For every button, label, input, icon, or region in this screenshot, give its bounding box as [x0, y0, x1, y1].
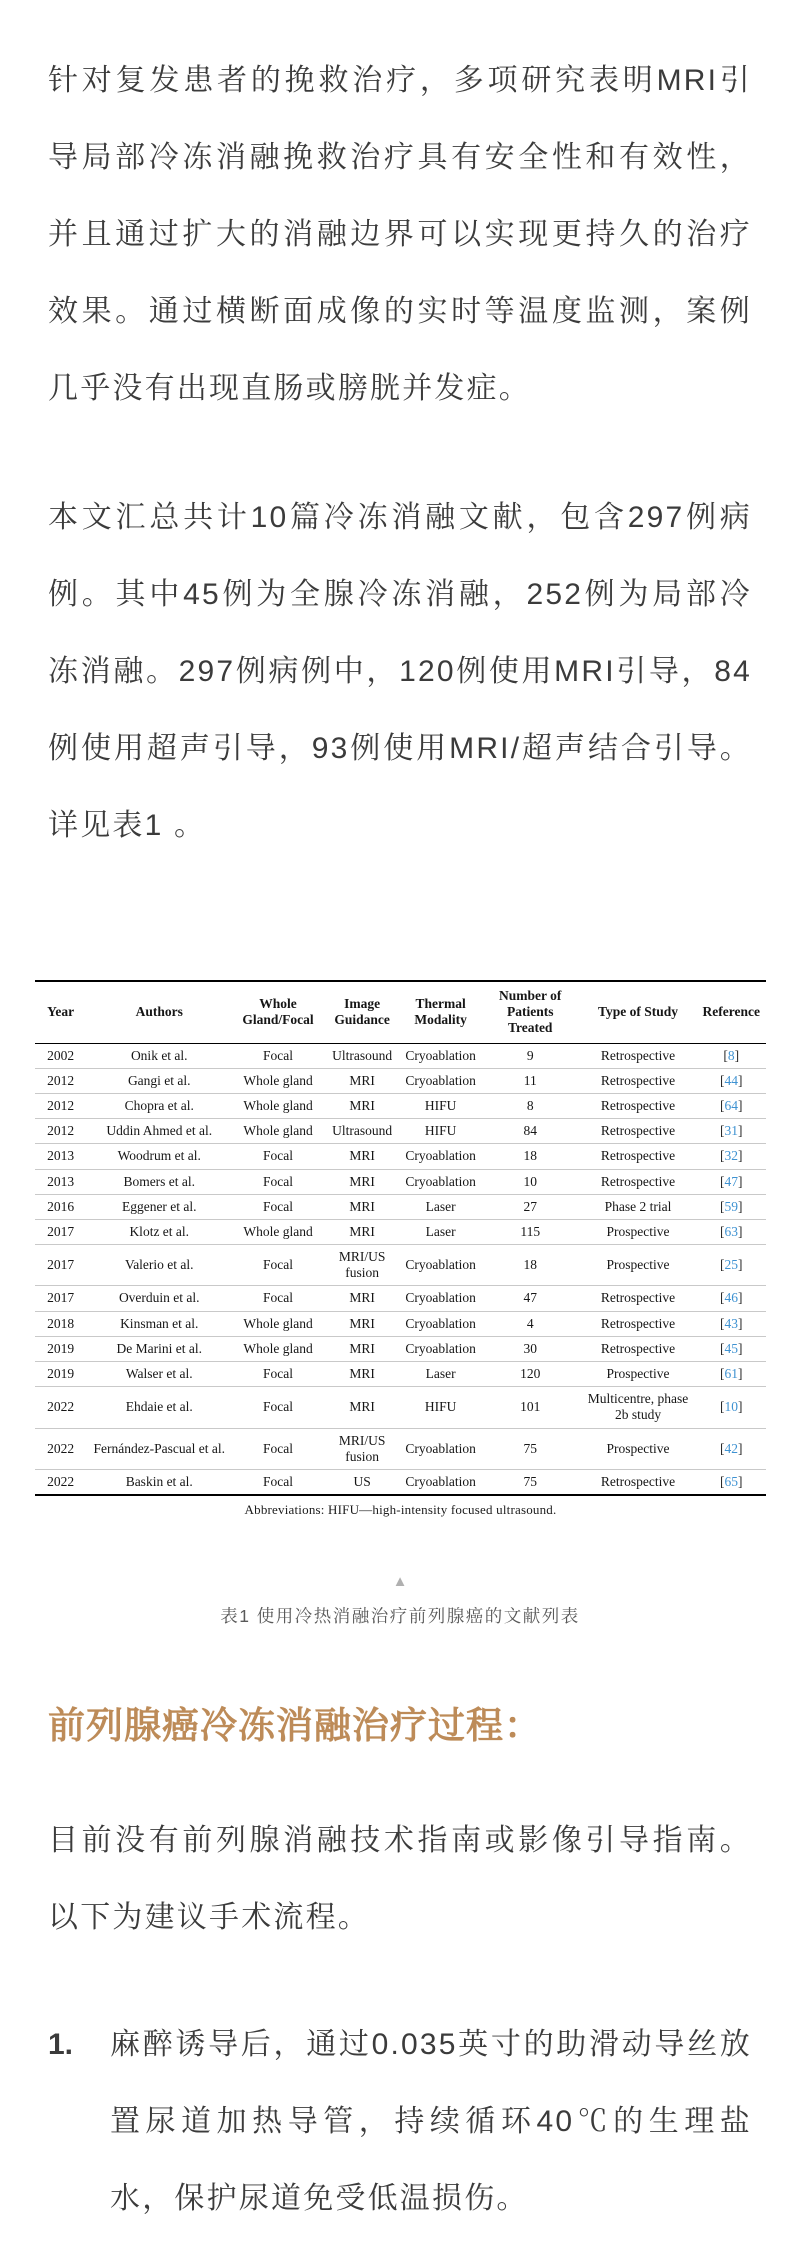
reference-bracket-close: ] [738, 1148, 743, 1164]
reference-link[interactable]: 64 [724, 1097, 738, 1113]
cell-year: 2019 [47, 1366, 75, 1381]
table-row [35, 1169, 766, 1194]
reference-bracket-close: ] [738, 1198, 743, 1214]
reference-bracket-open: [ [720, 1440, 725, 1456]
cell-gland-focal: Whole gland [243, 1072, 313, 1088]
reference-bracket-open: [ [720, 1473, 725, 1489]
cell-thermal-modality: HIFU [424, 1123, 457, 1139]
reference-bracket-close: ] [738, 1340, 743, 1356]
cell-patients-treated: 10 [523, 1173, 537, 1189]
cell-gland-focal: Focal [263, 1440, 294, 1456]
cell-thermal-modality: HIFU [424, 1097, 457, 1113]
table-row [35, 1387, 766, 1428]
cell-year: 2017 [47, 1223, 75, 1239]
cell-authors: Valerio et al. [124, 1257, 194, 1273]
cell-type-of-study: Retrospective [600, 1173, 676, 1189]
reference-link[interactable]: 32 [724, 1148, 738, 1164]
cell-type-of-study: Prospective [606, 1366, 670, 1381]
cell-reference [697, 1169, 767, 1194]
cell-image-guidance: MRI [349, 1223, 375, 1239]
cell-type-of-study: Retrospective [600, 1097, 676, 1113]
cell-authors: Walser et al. [125, 1366, 193, 1381]
cell-thermal-modality: Cryoablation [405, 1047, 476, 1063]
cell-type-of-study: Retrospective [600, 1473, 676, 1489]
cell-reference [697, 1043, 767, 1068]
cell-image-guidance: Ultrasound [332, 1123, 393, 1139]
cell-year: 2002 [47, 1047, 75, 1063]
cell-gland-focal: Focal [263, 1047, 294, 1063]
cell-year: 2016 [47, 1198, 75, 1214]
cell-authors: Baskin et al. [125, 1473, 193, 1489]
cell-image-guidance: MRI [349, 1173, 375, 1189]
reference-bracket-open: [ [720, 1198, 725, 1214]
cell-gland-focal: Focal [263, 1290, 294, 1306]
cell-patients-treated: 27 [523, 1198, 537, 1214]
cell-gland-focal: Whole gland [243, 1097, 313, 1113]
cell-year: 2022 [47, 1473, 75, 1489]
cell-authors: Chopra et al. [124, 1097, 194, 1113]
cell-type-of-study: Prospective [606, 1440, 670, 1456]
cell-thermal-modality: Cryoablation [405, 1473, 476, 1489]
reference-link[interactable]: 25 [724, 1257, 738, 1273]
cell-thermal-modality: Cryoablation [405, 1440, 476, 1456]
table-row [35, 1068, 766, 1093]
reference-bracket-close: ] [738, 1399, 743, 1415]
cell-year: 2012 [47, 1072, 75, 1088]
cell-thermal-modality: Laser [425, 1366, 456, 1381]
reference-link[interactable]: 10 [724, 1399, 738, 1415]
reference-link[interactable]: 43 [724, 1315, 738, 1331]
table-row [35, 1144, 766, 1169]
cell-type-of-study: Retrospective [600, 1290, 676, 1306]
cell-thermal-modality: Cryoablation [405, 1315, 476, 1331]
cell-thermal-modality: Cryoablation [405, 1072, 476, 1088]
cell-reference [697, 1428, 767, 1469]
cell-patients-treated: 30 [523, 1340, 537, 1356]
cell-year: 2012 [47, 1097, 75, 1113]
cell-reference [697, 1387, 767, 1428]
reference-bracket-close: ] [738, 1223, 743, 1239]
table-row [35, 1311, 766, 1336]
cell-year: 2018 [47, 1315, 75, 1331]
reference-link[interactable]: 8 [727, 1047, 735, 1063]
cell-gland-focal: Focal [263, 1257, 294, 1273]
literature-table-figure [35, 980, 766, 1518]
cell-year: 2019 [47, 1340, 75, 1356]
cell-patients-treated: 75 [523, 1473, 537, 1489]
reference-bracket-close: ] [738, 1366, 743, 1381]
cell-authors: Gangi et al. [127, 1072, 191, 1088]
cell-thermal-modality: Laser [425, 1223, 456, 1239]
table-row [35, 1119, 766, 1144]
cell-authors: Kinsman et al. [120, 1315, 199, 1331]
cell-image-guidance: MRI [349, 1340, 375, 1356]
paragraph-salvage-treatment: 针对复发患者的挽救治疗，多项研究表明MRI引导局部冷冻消融挽救治疗具有安全性和有效性，并且通过扩大的消融边界可以实现更持久的治疗效果。通过横断面成像的实时等温度监测，案例几乎没有出现直肠或膀胱并发症。 [48, 64, 752, 405]
cell-patients-treated: 4 [526, 1315, 534, 1331]
cell-patients-treated: 120 [520, 1366, 541, 1381]
reference-bracket-open: [ [720, 1366, 725, 1381]
cell-gland-focal: Focal [263, 1399, 294, 1415]
cell-gland-focal: Whole gland [243, 1223, 313, 1239]
cell-patients-treated: 18 [523, 1148, 537, 1164]
cell-patients-treated: 18 [523, 1257, 537, 1273]
cell-image-guidance: MRI [349, 1399, 375, 1415]
reference-bracket-open: [ [720, 1123, 725, 1139]
table-row [35, 1336, 766, 1361]
cell-reference [697, 1119, 767, 1144]
table-row [35, 1469, 766, 1495]
cell-image-guidance: MRI [349, 1198, 375, 1214]
cell-type-of-study: Retrospective [600, 1148, 676, 1164]
reference-bracket-close: ] [738, 1257, 743, 1273]
cell-image-guidance: MRI [349, 1366, 375, 1381]
cell-authors: Woodrum et al. [117, 1148, 201, 1164]
reference-bracket-close: ] [738, 1072, 743, 1088]
reference-link[interactable]: 44 [724, 1072, 738, 1088]
cell-authors: Overduin et al. [118, 1290, 200, 1306]
cell-year: 2017 [47, 1290, 75, 1306]
table-caption: 表1 使用冷热消融治疗前列腺癌的文献列表 [220, 1606, 580, 1627]
table-row [35, 1286, 766, 1311]
cell-gland-focal: Focal [263, 1173, 294, 1189]
header-row [35, 981, 766, 1043]
procedure-step-1 [48, 2006, 752, 2237]
cell-type-of-study: Retrospective [600, 1072, 676, 1088]
cell-image-guidance: MRI [349, 1290, 375, 1306]
col-header-image-guidance: Image Guidance [324, 981, 401, 1043]
cell-type-of-study: Multicentre, phase 2b study [587, 1391, 689, 1423]
cell-gland-focal: Whole gland [243, 1123, 313, 1139]
cell-reference [697, 1469, 767, 1495]
step-number: 1. [48, 2028, 74, 2062]
cell-gland-focal: Focal [263, 1366, 294, 1381]
cell-patients-treated: 47 [523, 1290, 537, 1306]
literature-table-body [35, 1043, 766, 1495]
reference-bracket-open: [ [720, 1399, 725, 1415]
cell-gland-focal: Whole gland [243, 1340, 313, 1356]
cell-authors: Onik et al. [130, 1047, 188, 1063]
col-header-year: Year [35, 981, 86, 1043]
reference-bracket-open: [ [720, 1148, 725, 1164]
cell-image-guidance: MRI/US fusion [338, 1249, 386, 1281]
table-row [35, 1043, 766, 1068]
reference-link[interactable]: 63 [724, 1223, 738, 1239]
cell-patients-treated: 11 [523, 1072, 537, 1088]
cell-authors: Uddin Ahmed et al. [106, 1123, 213, 1139]
cell-thermal-modality: Cryoablation [405, 1173, 476, 1189]
reference-link[interactable]: 61 [724, 1366, 738, 1381]
cell-year: 2013 [47, 1173, 75, 1189]
reference-bracket-open: [ [720, 1257, 725, 1273]
reference-link[interactable]: 46 [724, 1290, 738, 1306]
cell-image-guidance: MRI [349, 1315, 375, 1331]
cell-reference [697, 1219, 767, 1244]
col-header-type-of-study: Type of Study [580, 981, 697, 1043]
reference-link[interactable]: 45 [724, 1340, 738, 1356]
cell-reference [697, 1093, 767, 1118]
reference-link[interactable]: 42 [724, 1440, 738, 1456]
table-row [35, 1362, 766, 1387]
reference-bracket-open: [ [720, 1340, 725, 1356]
cell-image-guidance: Ultrasound [332, 1047, 393, 1063]
cell-type-of-study: Retrospective [600, 1047, 676, 1063]
cell-image-guidance: MRI [349, 1148, 375, 1164]
cell-authors: Klotz et al. [129, 1223, 190, 1239]
reference-bracket-open: [ [723, 1047, 728, 1063]
cell-type-of-study: Prospective [606, 1223, 670, 1239]
step-text: 麻醉诱导后，通过0.035英寸的助滑动导丝放置尿道加热导管，持续循环40℃的生理盐水，保护尿道免受低温损伤。 [110, 2028, 752, 2216]
cell-type-of-study: Retrospective [600, 1315, 676, 1331]
cell-gland-focal: Focal [263, 1473, 294, 1489]
paragraph-no-guidelines: 目前没有前列腺消融技术指南或影像引导指南。以下为建议手术流程。 [48, 1824, 752, 1935]
col-header-patients-treated: Number of Patients Treated [481, 981, 580, 1043]
reference-bracket-close: ] [738, 1097, 743, 1113]
cell-year: 2022 [47, 1399, 75, 1415]
cell-image-guidance: MRI/US fusion [338, 1432, 386, 1464]
reference-link[interactable]: 31 [724, 1123, 738, 1139]
table-row [35, 1428, 766, 1469]
cell-reference [697, 1068, 767, 1093]
reference-bracket-open: [ [720, 1173, 725, 1189]
reference-bracket-close: ] [738, 1473, 743, 1489]
cell-thermal-modality: Cryoablation [405, 1340, 476, 1356]
literature-table [35, 980, 766, 1496]
cell-authors: De Marini et al. [116, 1340, 202, 1356]
reference-link[interactable]: 59 [724, 1198, 738, 1214]
cell-reference [697, 1311, 767, 1336]
section-heading-cryoablation-process: 前列腺癌冷冻消融治疗过程： [48, 1706, 542, 1748]
cell-year: 2022 [47, 1440, 75, 1456]
cell-patients-treated: 115 [520, 1223, 541, 1239]
table-row [35, 1219, 766, 1244]
cell-reference [697, 1362, 767, 1387]
cell-thermal-modality: Cryoablation [405, 1148, 476, 1164]
cell-authors: Fernández-Pascual et al. [93, 1440, 226, 1456]
cell-authors: Bomers et al. [123, 1173, 196, 1189]
cell-authors: Ehdaie et al. [125, 1399, 193, 1415]
paragraph-literature-summary: 本文汇总共计10篇冷冻消融文献，包含297例病例。其中45例为全腺冷冻消融，252例为局部冷冻消融。297例病例中，120例使用MRI引导，84例使用超声引导，93例使用MRI/超声结合引导。详见表1 。 [48, 501, 752, 842]
cell-year: 2012 [47, 1123, 75, 1139]
cell-image-guidance: MRI [349, 1072, 375, 1088]
col-header-authors: Authors [86, 981, 232, 1043]
cell-thermal-modality: Cryoablation [405, 1290, 476, 1306]
cell-patients-treated: 75 [523, 1440, 537, 1456]
reference-bracket-close: ] [738, 1440, 743, 1456]
reference-bracket-close: ] [738, 1290, 743, 1306]
cell-reference [697, 1194, 767, 1219]
reference-bracket-close: ] [738, 1173, 743, 1189]
table-footnote: Abbreviations: HIFU—high-intensity focused ultrasound. [244, 1502, 557, 1518]
cell-type-of-study: Retrospective [600, 1123, 676, 1139]
cell-thermal-modality: HIFU [424, 1399, 457, 1415]
cell-gland-focal: Focal [263, 1148, 294, 1164]
col-header-reference: Reference [697, 981, 767, 1043]
cell-patients-treated: 84 [523, 1123, 537, 1139]
cell-patients-treated: 9 [526, 1047, 534, 1063]
cell-patients-treated: 101 [520, 1399, 541, 1415]
reference-bracket-open: [ [720, 1223, 725, 1239]
cell-year: 2017 [47, 1257, 75, 1273]
cell-year: 2013 [47, 1148, 75, 1164]
reference-link[interactable]: 65 [724, 1473, 738, 1489]
table-row [35, 1194, 766, 1219]
table-row [35, 1093, 766, 1118]
col-header-gland-focal: Whole Gland/Focal [232, 981, 323, 1043]
cell-reference [697, 1245, 767, 1286]
collapse-triangle-icon[interactable]: ▲ [392, 1573, 408, 1591]
cell-type-of-study: Prospective [606, 1257, 670, 1273]
cell-gland-focal: Whole gland [243, 1315, 313, 1331]
reference-bracket-close: ] [734, 1047, 740, 1063]
cell-reference [697, 1336, 767, 1361]
cell-type-of-study: Phase 2 trial [604, 1198, 672, 1214]
cell-authors: Eggener et al. [121, 1198, 197, 1214]
literature-table-header [35, 981, 766, 1043]
table-row [35, 1245, 766, 1286]
cell-type-of-study: Retrospective [600, 1340, 676, 1356]
cell-thermal-modality: Laser [425, 1198, 456, 1214]
reference-bracket-open: [ [720, 1290, 725, 1306]
col-header-thermal-modality: Thermal Modality [400, 981, 480, 1043]
cell-thermal-modality: Cryoablation [405, 1257, 476, 1273]
reference-bracket-close: ] [738, 1315, 743, 1331]
cell-image-guidance: MRI [349, 1097, 375, 1113]
reference-bracket-open: [ [720, 1097, 725, 1113]
reference-bracket-open: [ [720, 1315, 725, 1331]
cell-patients-treated: 8 [526, 1097, 534, 1113]
reference-link[interactable]: 47 [724, 1173, 738, 1189]
cell-reference [697, 1286, 767, 1311]
cell-reference [697, 1144, 767, 1169]
reference-bracket-close: ] [738, 1123, 743, 1139]
reference-bracket-open: [ [720, 1072, 725, 1088]
cell-image-guidance: US [353, 1473, 371, 1489]
cell-gland-focal: Focal [263, 1198, 294, 1214]
